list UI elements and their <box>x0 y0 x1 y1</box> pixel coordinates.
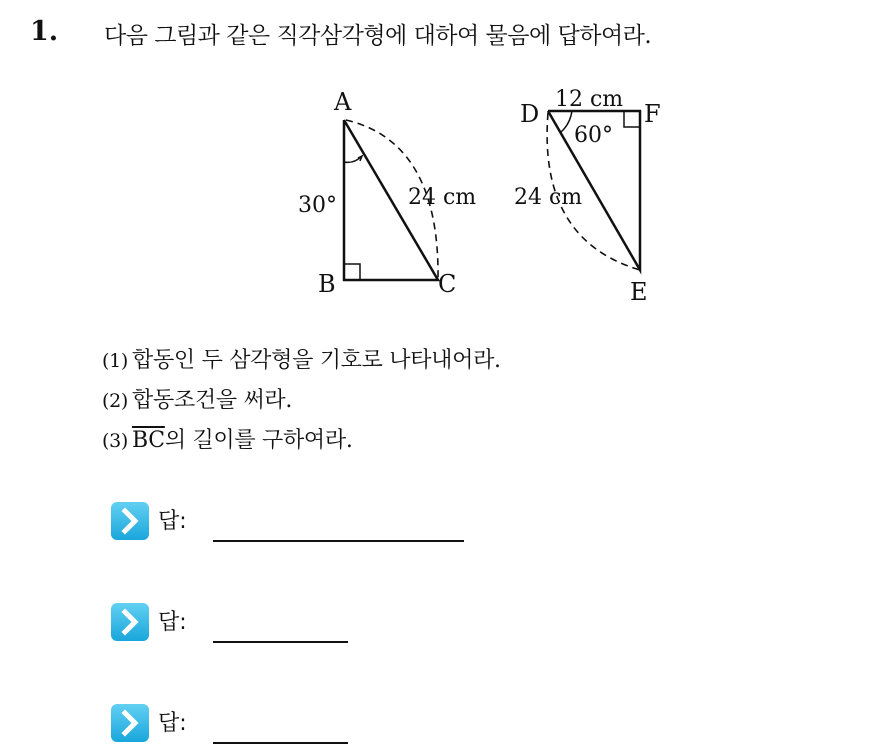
arc-angle-d <box>561 111 572 132</box>
vertex-e-label: E <box>630 278 648 306</box>
subquestion-1-number: (1) <box>102 350 129 372</box>
right-hypotenuse-label: 24 cm <box>514 185 583 210</box>
segment-bc: $\overline{BC}$ <box>132 428 165 453</box>
answer-label-1: 답: <box>158 509 187 534</box>
vertex-a-label: A <box>334 88 352 116</box>
answer-blank-2[interactable] <box>213 641 348 643</box>
angle-a-label: 30° <box>298 193 337 218</box>
chevron-right-icon <box>111 704 149 742</box>
vertex-b-label: B <box>318 270 336 298</box>
left-triangle <box>298 88 476 298</box>
answer-label-3: 답: <box>158 711 187 736</box>
question-text: 다음 그림과 같은 직각삼각형에 대하여 물음에 답하여라. <box>104 23 652 49</box>
subquestion-1 <box>102 343 501 374</box>
subquestion-1-text: 합동인 두 삼각형을 기호로 나타내어라. <box>132 348 501 373</box>
answer-blank-1[interactable] <box>213 540 464 542</box>
subquestion-3 <box>102 423 353 454</box>
right-angle-mark-b <box>344 264 360 280</box>
right-triangle <box>514 87 661 306</box>
chevron-right-icon <box>111 502 149 540</box>
question-number: 1. <box>30 16 59 47</box>
subquestion-3-number: (3) <box>102 430 129 452</box>
subquestion-2-number: (2) <box>102 390 129 412</box>
vertex-f-label: F <box>644 100 661 128</box>
triangle-diagram <box>280 80 680 310</box>
top-side-label: 12 cm <box>555 87 624 112</box>
subquestion-3-text: 의 길이를 구하여라. <box>164 428 353 453</box>
left-hypotenuse-label: 24 cm <box>408 185 477 210</box>
triangle-figure <box>280 80 680 310</box>
answer-label-2: 답: <box>158 610 187 635</box>
right-angle-mark-f <box>624 111 640 127</box>
subquestion-2-text: 합동조건을 써라. <box>132 388 293 413</box>
angle-d-label: 60° <box>574 123 613 148</box>
subquestion-2 <box>102 383 292 414</box>
vertex-d-label: D <box>520 100 540 128</box>
answer-blank-3[interactable] <box>213 742 348 744</box>
chevron-right-icon <box>111 603 149 641</box>
vertex-c-label: C <box>438 270 457 298</box>
